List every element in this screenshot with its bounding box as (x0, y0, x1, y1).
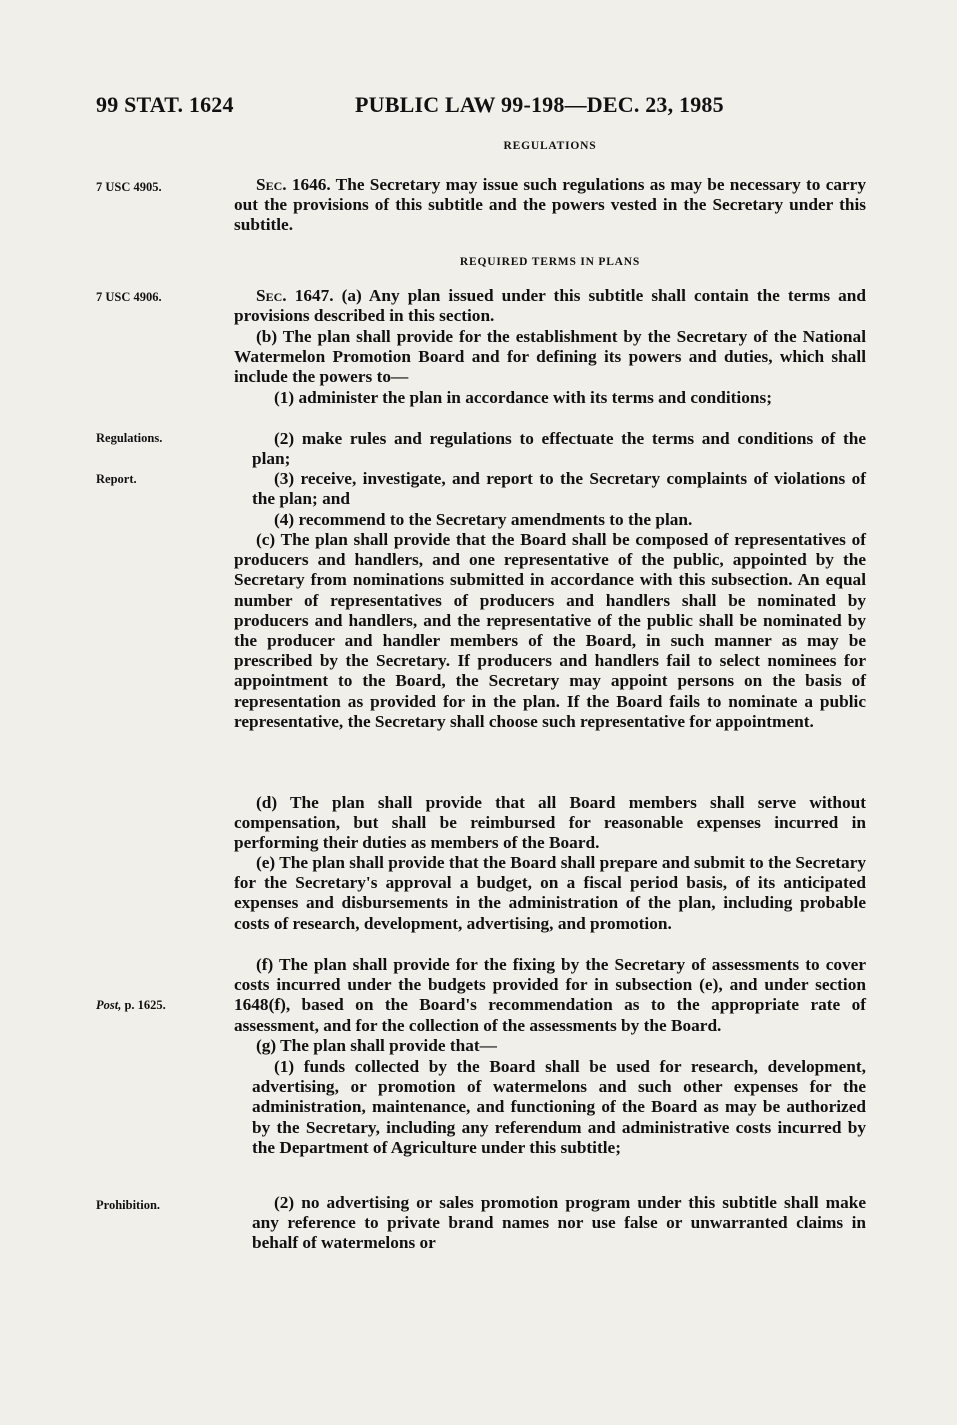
sec-label: Sec. (256, 286, 287, 305)
clause-g1: (1) funds collected by the Board shall be used for research, development, advertising, or promotion of watermelons and such other expenses for the administration, maintenance, and functioning of the Board as may be authorized by the Secretary, including any referendum and administrative costs incurred by the Department of Agriculture under this subtitle; (252, 1057, 866, 1157)
section-1647a-text: 1647. (a) Any plan issued under this subtitle shall contain the terms and provisions described in this section. (234, 286, 866, 326)
section-1647e: (e) The plan shall provide that the Board shall prepare and submit to the Secretary for the Secretary's approval a budget, on a fiscal period basis, of its anticipated expenses and disbursements in the administration of the plan, including probable costs of research, development, advertising, and promotion. (234, 853, 866, 933)
section-1647g: (g) The plan shall provide that— (256, 1036, 497, 1055)
post-label: Post, (96, 998, 122, 1012)
sec-label: Sec. (256, 175, 287, 194)
clause-b3: (3) receive, investigate, and report to the Secretary complaints of violations of the plan; and (252, 469, 866, 509)
section-1646 (234, 175, 866, 236)
section-1647d: (d) The plan shall provide that all Board members shall serve without compensation, but shall be reimbursed for reasonable expenses incurred in performing their duties as members of the Board. (234, 793, 866, 853)
section-1647f: (f) The plan shall provide for the fixing by the Secretary of assessments to cover costs incurred under the budgets provided for in subsection (e), and under section 1648(f), based on the Board's recommendation as to the appropriate rate of assessment, and for the collection of the assessments by the Board. (234, 955, 866, 1035)
margin-note-7usc4905: 7 USC 4905. (96, 180, 162, 194)
clause-b4: (4) recommend to the Secretary amendments to the plan. (274, 510, 693, 529)
margin-note-post-p1625 (96, 998, 166, 1013)
post-page: p. 1625. (124, 998, 166, 1012)
heading-required-terms: REQUIRED TERMS IN PLANS (459, 256, 641, 268)
clause-b1: (1) administer the plan in accordance with its terms and conditions; (274, 388, 772, 407)
section-1647a (234, 286, 866, 326)
margin-note-7usc4906: 7 USC 4906. (96, 290, 162, 304)
section-1647b: (b) The plan shall provide for the establishment by the Secretary of the National Watermelon Promotion Board and for defining its powers and duties, which shall include the powers to— (234, 327, 866, 387)
clause-g2: (2) no advertising or sales promotion program under this subtitle shall make any reference to private brand names nor use false or unwarranted claims in behalf of watermelons or (252, 1193, 866, 1253)
margin-note-prohibition: Prohibition. (96, 1198, 161, 1212)
margin-note-regulations: Regulations. (96, 431, 163, 445)
heading-regulations: REGULATIONS (503, 140, 597, 152)
clause-b2: (2) make rules and regulations to effectuate the terms and conditions of the plan; (252, 429, 866, 469)
statute-citation: 99 STAT. 1624 (96, 92, 234, 117)
section-1646-text: 1646. The Secretary may issue such regulations as may be necessary to carry out the provisions of this subtitle and the powers vested in the Secretary under this subtitle. (234, 175, 866, 235)
public-law-title: PUBLIC LAW 99-198—DEC. 23, 1985 (355, 92, 724, 117)
margin-note-report: Report. (96, 472, 137, 486)
section-1647c: (c) The plan shall provide that the Board shall be composed of representatives of producers and handlers, and one representative of the public, appointed by the Secretary from nominations submitted in accordance with this subsection. An equal number of representatives of producers and handlers shall be nominated by producers and handlers, and the representative of the public shall be nominated by the producer and handler members of the Board, in such manner as may be prescribed by the Secretary. If producers and handlers fail to select nominees for appointment to the Board, the Secretary may appoint persons on the basis of representation as provided for in the plan. If the Board fails to nominate a public representative, the Secretary shall choose such representative for appointment. (234, 530, 866, 731)
